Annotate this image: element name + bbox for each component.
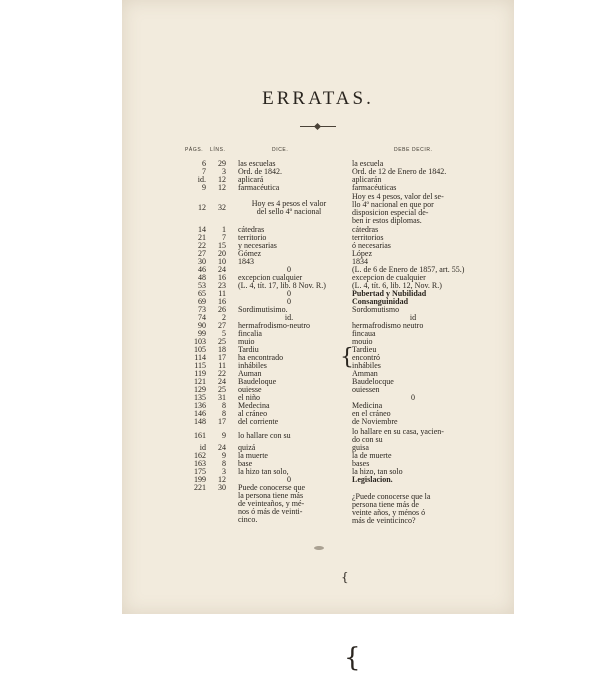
line-number: 5 xyxy=(222,329,226,338)
dice-text: lo hallare con su xyxy=(238,431,291,440)
dice-text: 0 xyxy=(287,265,291,274)
line-number: 8 xyxy=(222,409,226,418)
line-number: 15 xyxy=(218,241,226,250)
dice-text: Tardiu xyxy=(238,345,259,354)
line-number: 11 xyxy=(218,361,226,370)
debe-decir-text: la escuela xyxy=(352,159,384,168)
page-number: 148 xyxy=(194,417,206,426)
page-number: 114 xyxy=(194,353,206,362)
page-number: 90 xyxy=(198,321,206,330)
page-number: 46 xyxy=(198,265,206,274)
line-number: 20 xyxy=(218,249,226,258)
page-number: 65 xyxy=(198,289,206,298)
dice-text: Hoy es 4 pesos el valor del sello 4º nacional xyxy=(251,199,327,216)
line-number: 23 xyxy=(218,281,226,290)
line-number: 10 xyxy=(218,257,226,266)
line-number: 24 xyxy=(218,443,226,452)
debe-decir-text: Legislacion. xyxy=(352,475,393,484)
page-number: 22 xyxy=(198,241,206,250)
page-number: 48 xyxy=(198,273,206,282)
line-number: 26 xyxy=(218,305,226,314)
debe-decir-text: ouiessen xyxy=(352,385,380,394)
page-number: 105 xyxy=(194,345,206,354)
bracket-left: { xyxy=(340,345,354,370)
debe-decir-text: excepcion de cualquier xyxy=(352,273,426,282)
debe-decir-text: Consanguinidad xyxy=(352,297,409,306)
debe-decir-text: mouio xyxy=(352,337,373,346)
page-number: 12 xyxy=(198,203,206,212)
page-number: 161 xyxy=(194,431,206,440)
errata-page xyxy=(122,0,514,673)
debe-decir-text: inhábiles xyxy=(352,361,381,370)
dice-text: ouiesse xyxy=(238,385,262,394)
dice-text: cátedras xyxy=(238,225,265,234)
dice-text: Medecina xyxy=(238,401,270,410)
debe-decir-text: hermafrodismo neutro xyxy=(352,321,424,330)
page-number: 175 xyxy=(194,467,206,476)
line-number: 22 xyxy=(218,369,226,378)
dice-text: 1843 xyxy=(238,257,254,266)
header-dice: DICE. xyxy=(272,147,289,153)
line-number: 27 xyxy=(218,321,226,330)
library-stamp-mark xyxy=(314,546,324,550)
dice-text: Puede conocerse que la persona tiene más de veinteaños, y mé- nos ó más de veinti- cinco. xyxy=(238,483,306,524)
line-number: 3 xyxy=(222,167,226,176)
dice-text: la hizo tan solo, xyxy=(238,467,289,476)
dice-text: hermafrodismo-neutro xyxy=(238,321,310,330)
line-number: 8 xyxy=(222,459,226,468)
page-number: 136 xyxy=(194,401,206,410)
debe-decir-text: Amman xyxy=(352,369,378,378)
page-number: 14 xyxy=(198,225,206,234)
debe-decir-text: encontró xyxy=(352,353,380,362)
debe-decir-text: territorios xyxy=(352,233,384,242)
debe-decir-text: López xyxy=(352,249,372,258)
bracket-left: { xyxy=(341,570,349,584)
dice-text: fincalia xyxy=(238,329,262,338)
dice-text: id. xyxy=(284,313,294,322)
page-number: 9 xyxy=(202,183,206,192)
page-title: ERRATAS. xyxy=(262,88,374,109)
line-number: 12 xyxy=(218,175,226,184)
page-number: 221 xyxy=(194,483,206,492)
line-number: 24 xyxy=(218,377,226,386)
page-number: 121 xyxy=(194,377,206,386)
dice-text: Sordimutisimo. xyxy=(238,305,288,314)
debe-decir-text: (L. 4, tít. 6, lib. 12, Nov. R.) xyxy=(352,281,442,290)
page-number: 163 xyxy=(194,459,206,468)
dice-text: Baudeloque xyxy=(238,377,277,386)
page-number: 6 xyxy=(202,159,206,168)
line-number: 32 xyxy=(218,203,226,212)
page-number: 69 xyxy=(198,297,206,306)
debe-decir-text: Ord. de 12 de Enero de 1842. xyxy=(352,167,447,176)
dice-text: ha encontrado xyxy=(238,353,284,362)
page-number: 146 xyxy=(194,409,206,418)
dice-text: 0 xyxy=(287,297,291,306)
debe-decir-text: farmacéuticas xyxy=(352,183,397,192)
dice-text: inhábiles xyxy=(238,361,267,370)
line-number: 24 xyxy=(218,265,226,274)
page-number: 162 xyxy=(194,451,206,460)
debe-decir-text: 0 xyxy=(411,393,415,402)
dice-text: aplicará xyxy=(238,175,264,184)
page-number: 115 xyxy=(194,361,206,370)
dice-text: y necesarias xyxy=(238,241,277,250)
dice-text: el niño xyxy=(238,393,260,402)
page-number: 7 xyxy=(202,167,206,176)
debe-decir-text: lo hallare en su casa, yacien- do con su xyxy=(352,427,444,444)
dice-text: del corriente xyxy=(238,417,279,426)
page-number: 73 xyxy=(198,305,206,314)
line-number: 2 xyxy=(222,313,226,322)
debe-decir-text: Tardieu xyxy=(352,345,377,354)
line-number: 31 xyxy=(218,393,226,402)
debe-decir-text: en el cráneo xyxy=(352,409,391,418)
dice-text: la muerte xyxy=(238,451,268,460)
debe-decir-text: fincaua xyxy=(352,329,376,338)
page-number: id xyxy=(199,443,206,452)
title-rule-ornament xyxy=(314,123,321,130)
debe-decir-text: ó necesarias xyxy=(352,241,391,250)
debe-decir-text: ¿Puede conocerse que la persona tiene más de veinte años, y ménos ó más de veinticinco? xyxy=(352,492,431,525)
page-number: 27 xyxy=(198,249,206,258)
dice-text: excepcion cualquier xyxy=(238,273,303,282)
page-number: 129 xyxy=(194,385,206,394)
dice-text: base xyxy=(238,459,253,468)
line-number: 9 xyxy=(222,431,226,440)
debe-decir-text: bases xyxy=(352,459,370,468)
header-pages: PÁGS. xyxy=(185,147,204,153)
debe-decir-text: Baudelocque xyxy=(352,377,394,386)
dice-text: al cráneo xyxy=(238,409,268,418)
line-number: 18 xyxy=(218,345,226,354)
line-number: 8 xyxy=(222,401,226,410)
page-number: 135 xyxy=(194,393,206,402)
line-number: 17 xyxy=(218,417,226,426)
debe-decir-text: cátedras xyxy=(352,225,379,234)
dice-text: territorio xyxy=(238,233,267,242)
page-number: 103 xyxy=(194,337,206,346)
dice-text: quizá xyxy=(238,443,256,452)
debe-decir-text: id xyxy=(409,313,417,322)
page-number: 21 xyxy=(198,233,206,242)
debe-decir-text: Hoy es 4 pesos, valor del se- llo 4º nacional en que por disposicion especial de- ben ir estos diplomas. xyxy=(352,192,444,225)
line-number: 7 xyxy=(222,233,226,242)
dice-text: Gómez xyxy=(238,249,262,258)
line-number: 12 xyxy=(218,183,226,192)
debe-decir-text: Pubertad y Nubilidad xyxy=(352,289,427,298)
dice-text: Auman xyxy=(238,369,262,378)
page-number: 199 xyxy=(194,475,206,484)
debe-decir-text: 1834 xyxy=(352,257,368,266)
dice-text: farmacéutica xyxy=(238,183,280,192)
header-debe-decir: DEBE DECIR. xyxy=(394,147,433,153)
dice-text: Ord. de 1842. xyxy=(238,167,282,176)
line-number: 12 xyxy=(218,475,226,484)
dice-text: (L. 4, tít. 17, lib. 8 Nov. R.) xyxy=(238,281,326,290)
page-number: 74 xyxy=(198,313,206,322)
page-number: 99 xyxy=(198,329,206,338)
dice-text: muio xyxy=(238,337,255,346)
dice-text: 0 xyxy=(287,289,291,298)
line-number: 1 xyxy=(222,225,226,234)
line-number: 17 xyxy=(218,353,226,362)
header-lines: LÍNS. xyxy=(210,147,226,153)
line-number: 30 xyxy=(218,483,226,492)
dice-text: las escuelas xyxy=(238,159,276,168)
line-number: 16 xyxy=(218,273,226,282)
debe-decir-text: aplicarán xyxy=(352,175,382,184)
debe-decir-text: la hizo, tan solo xyxy=(352,467,403,476)
line-number: 25 xyxy=(218,385,226,394)
debe-decir-text: (L. de 6 de Enero de 1857, art. 55.) xyxy=(352,265,465,274)
page-number: 30 xyxy=(198,257,206,266)
debe-decir-text: Medicina xyxy=(352,401,383,410)
line-number: 11 xyxy=(218,289,226,298)
line-number: 29 xyxy=(218,159,226,168)
line-number: 25 xyxy=(218,337,226,346)
dice-text: 0 xyxy=(287,475,291,484)
debe-decir-text: de Noviembre xyxy=(352,417,398,426)
page-number: 53 xyxy=(198,281,206,290)
page-number: 119 xyxy=(194,369,206,378)
page-number: id. xyxy=(197,175,206,184)
line-number: 3 xyxy=(222,467,226,476)
line-number: 9 xyxy=(222,451,226,460)
debe-decir-text: la de muerte xyxy=(352,451,392,460)
debe-decir-text: guisa xyxy=(352,443,369,452)
bracket-left: { xyxy=(344,643,361,673)
line-number: 16 xyxy=(218,297,226,306)
debe-decir-text: Sordomutismo xyxy=(352,305,400,314)
